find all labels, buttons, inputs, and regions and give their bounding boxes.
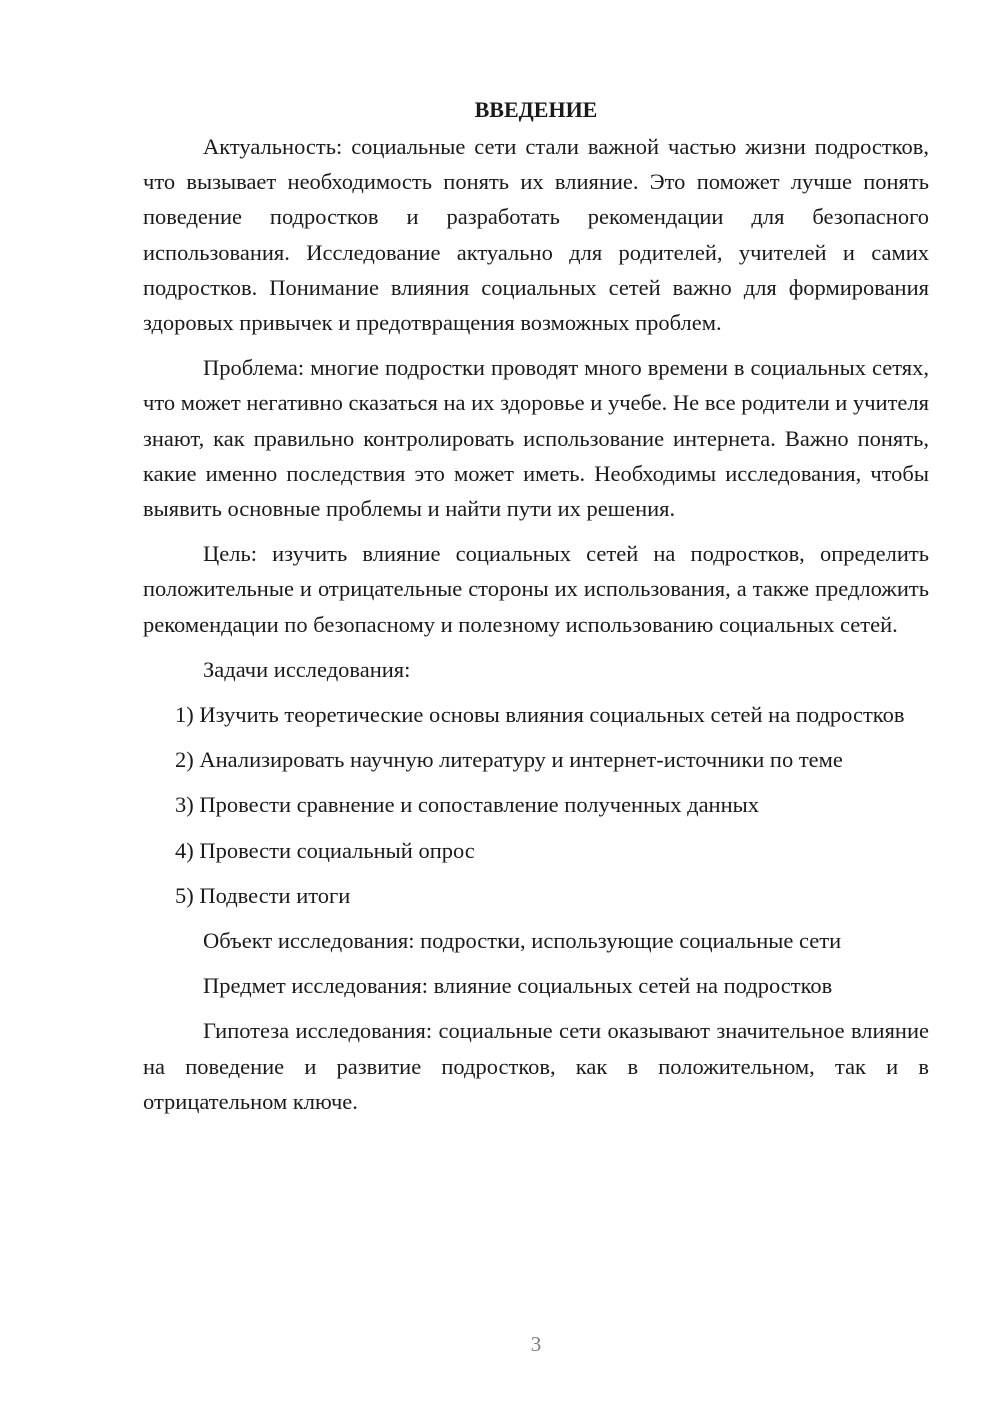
task-item-4: 4) Провести социальный опрос [175,837,475,863]
task-item-3: 3) Провести сравнение и сопоставление полученных данных [175,792,760,818]
paragraph-goal: Цель: изучить влияние социальных сетей на подростков, определить положительные и отрицательные стороны их использования, а также предложить рекомендации по безопасному и полезному использованию социальных сетей. [143,541,929,637]
paragraph-problem: Проблема: многие подростки проводят много времени в социальных сетях, что может негативно сказаться на их здоровье и учебе. Не все родители и учителя знают, как правильно контролировать использование интернета. Важно понять, какие именно последствия это может иметь. Необходимы исследования, чтобы выявить основные проблемы и найти пути их решения. [143,355,929,522]
page-title: ВВЕДЕНИЕ [474,97,598,122]
task-item-5: 5) Подвести итоги [175,882,351,908]
page-number: 3 [530,1332,542,1356]
task-item-2: 2) Анализировать научную литературу и интернет-источники по теме [175,747,843,773]
paragraph-subject: Предмет исследования: влияние социальных сетей на подростков [203,973,833,999]
paragraph-hypothesis: Гипотеза исследования: социальные сети оказывают значительное влияние на поведение и развитие подростков, как в положительном, так и в отрицательном ключе. [143,1018,929,1114]
page-content [143,92,929,1129]
paragraph-object: Объект исследования: подростки, использующие социальные сети [203,928,842,954]
tasks-heading: Задачи исследования: [203,656,411,682]
paragraph-relevance: Актуальность: социальные сети стали важной частью жизни подростков, что вызывает необходимость понять их влияние. Это поможет лучше понять поведение подростков и разработать рекомендации для безопасного использования. Исследование актуально для родителей, учителей и самих подростков. Понимание влияния социальных сетей важно для формирования здоровых привычек и предотвращения возможных проблем. [143,134,929,336]
task-item-1: 1) Изучить теоретические основы влияния социальных сетей на подростков [175,702,905,728]
